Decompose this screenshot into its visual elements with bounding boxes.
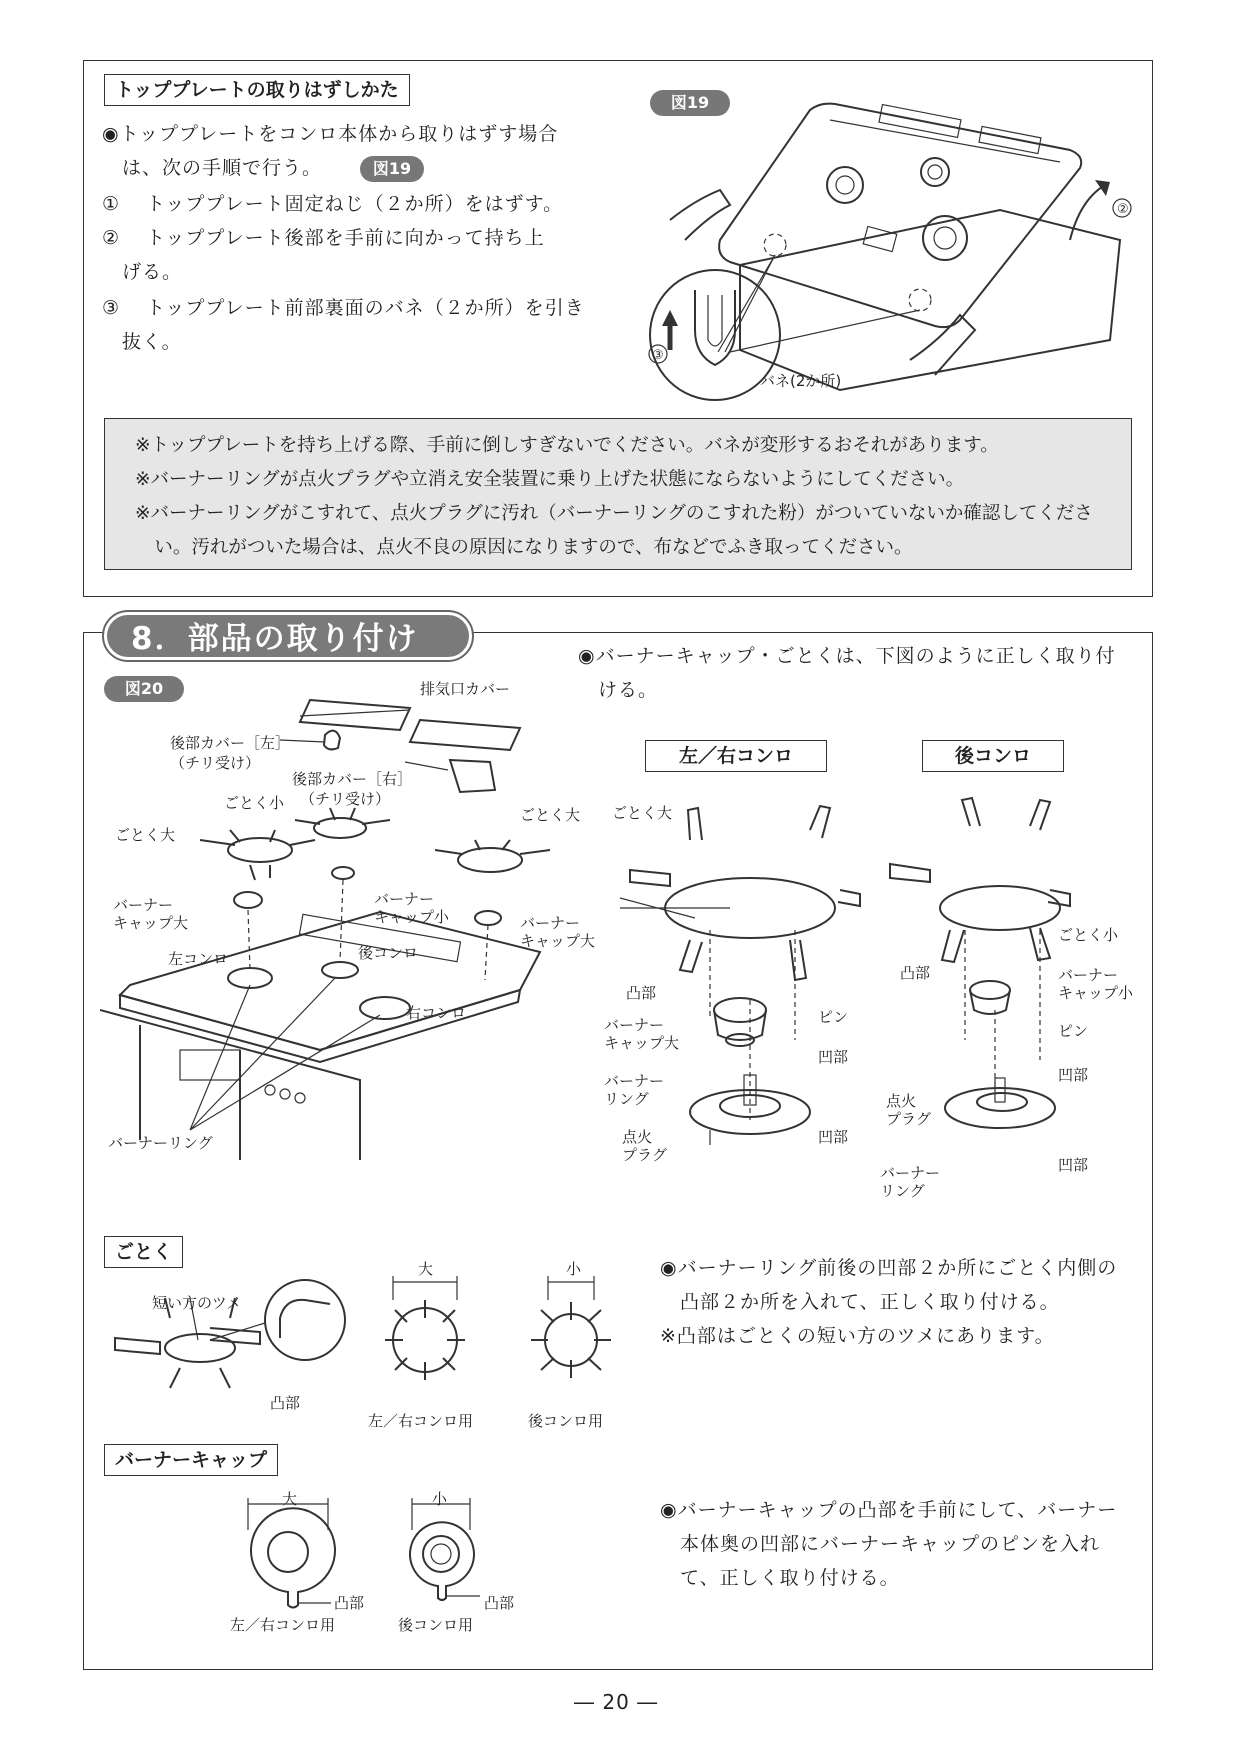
fig20-left-stove: 左コンロ <box>168 950 229 968</box>
fig19-ref-badge: 図19 <box>360 156 424 182</box>
cap-size-large-label: 大 <box>282 1490 298 1508</box>
installation-intro-line2: ける。 <box>598 679 659 701</box>
step-2-text-cont: げる。 <box>122 261 183 283</box>
fig20-rear-cover-left-sub: （チリ受け） <box>170 754 261 772</box>
topplate-removal-heading: トッププレートの取りはずしかた <box>104 74 410 106</box>
cap-lr-use-label: 左／右コンロ用 <box>230 1616 336 1634</box>
fig20-rear-stove: 後コンロ <box>358 944 419 962</box>
gotoku-size-small-label: 小 <box>566 1260 582 1278</box>
fig19-mark-3: ③ <box>652 348 664 363</box>
cap-convex-large-label: 凸部 <box>334 1594 365 1612</box>
lr-cap-label-1: バーナー <box>604 1016 665 1034</box>
lr-convex-label: 凸部 <box>626 984 657 1002</box>
gotoku-short-claw-label: 短い方のツメ <box>152 1294 242 1312</box>
cap-desc-line1: ◉バーナーキャップの凸部を手前にして、バーナー <box>660 1499 1118 1521</box>
fig20-cap-large-left-1: バーナー <box>113 896 174 914</box>
rear-plug-label-1: 点火 <box>886 1092 917 1110</box>
fig19-mark-2: ② <box>1117 202 1129 217</box>
rear-pin-label: ピン <box>1058 1022 1089 1040</box>
gotoku-lr-use-label: 左／右コンロ用 <box>368 1412 474 1430</box>
cap-desc-line3: て、正しく取り付ける。 <box>680 1567 900 1589</box>
caution-notes <box>104 418 1132 570</box>
cap-size-small-label: 小 <box>432 1490 448 1508</box>
fig20-right-stove: 右コンロ <box>406 1004 467 1022</box>
rear-gotoku-label: ごとく小 <box>1058 926 1119 944</box>
caution-note-1: ※トッププレートを持ち上げる際、手前に倒しすぎないでください。バネが変形するおそれがあります。 <box>135 435 999 456</box>
fig20-rear-cover-right: 後部カバー［右］ <box>292 770 413 788</box>
gotoku-desc-line2: 凸部２か所を入れて、正しく取り付ける。 <box>680 1291 1060 1313</box>
fig19-illustration <box>640 90 1140 410</box>
step-3-text-cont: 抜く。 <box>122 331 182 353</box>
installation-intro-line1: ◉バーナーキャップ・ごとくは、下図のように正しく取り付 <box>578 645 1116 667</box>
rear-cap-label-2: キャップ小 <box>1058 984 1134 1002</box>
rear-ring-label-1: バーナー <box>880 1164 941 1182</box>
fig20-rear-cover-right-sub: （チリ受け） <box>300 790 391 808</box>
fig20-gotoku-large-right: ごとく大 <box>520 806 581 824</box>
rear-plug-label-2: プラグ <box>886 1110 932 1128</box>
lr-concave-label-1: 凹部 <box>818 1048 849 1066</box>
cap-convex-small-label: 凸部 <box>484 1594 515 1612</box>
step-1-text: トッププレート固定ねじ（２か所）をはずす。 <box>146 193 564 215</box>
fig19-label: 図19 <box>650 90 730 116</box>
burner-cap-heading: バーナーキャップ <box>104 1444 278 1476</box>
fig20-gotoku-small: ごとく小 <box>224 794 285 812</box>
gotoku-desc-line3: ※凸部はごとくの短い方のツメにあります。 <box>660 1325 1055 1347</box>
cap-rear-use-label: 後コンロ用 <box>398 1616 474 1634</box>
rear-stove-heading: 後コンロ <box>922 740 1064 772</box>
fig20-cap-large-left-2: キャップ大 <box>113 914 189 932</box>
rear-cap-label-1: バーナー <box>1058 966 1119 984</box>
lr-stove-heading: 左／右コンロ <box>645 740 827 772</box>
fig20-cap-small-2: キャップ小 <box>374 908 450 926</box>
lr-cap-label-2: キャップ大 <box>604 1034 680 1052</box>
gotoku-heading: ごとく <box>104 1236 183 1268</box>
lr-pin-label: ピン <box>818 1008 849 1026</box>
caution-note-2: ※バーナーリングが点火プラグや立消え安全装置に乗り上げた状態にならないようにしてください。 <box>135 469 965 490</box>
gotoku-size-large-icon <box>365 1260 485 1400</box>
step-1-number: ① <box>102 193 121 215</box>
parts-installation-title: 8．部品の取り付け <box>104 612 472 660</box>
rear-concave-label-2: 凹部 <box>1058 1156 1089 1174</box>
rear-concave-label-1: 凹部 <box>1058 1066 1089 1084</box>
gotoku-size-large-label: 大 <box>418 1260 434 1278</box>
lr-concave-label-2: 凹部 <box>818 1128 849 1146</box>
rear-convex-label: 凸部 <box>900 964 931 982</box>
fig20-rear-cover-left: 後部カバー［左］ <box>170 734 291 752</box>
fig20-exhaust-cover: 排気口カバー <box>420 680 511 698</box>
lr-ring-label-1: バーナー <box>604 1072 665 1090</box>
fig20-gotoku-large-left: ごとく大 <box>115 826 176 844</box>
step-2-text: トッププレート後部を手前に向かって持ち上 <box>146 227 545 249</box>
lr-ring-label-2: リング <box>604 1090 649 1108</box>
gotoku-rear-use-label: 後コンロ用 <box>528 1412 604 1430</box>
lr-plug-label-2: プラグ <box>622 1146 668 1164</box>
cap-desc-line2: 本体奥の凹部にバーナーキャップのピンを入れ <box>680 1533 1101 1555</box>
rear-ring-label-2: リング <box>880 1182 925 1200</box>
lr-gotoku-label: ごとく大 <box>612 804 673 822</box>
fig20-cap-large-right-2: キャップ大 <box>520 932 596 950</box>
page-number: ― 20 ― <box>574 1690 659 1714</box>
fig20-cap-large-right-1: バーナー <box>520 914 581 932</box>
step-2-number: ② <box>102 227 121 249</box>
fig20-cap-small-1: バーナー <box>374 890 435 908</box>
fig20-burner-ring: バーナーリング <box>108 1134 213 1152</box>
step-3-number: ③ <box>102 297 121 319</box>
lr-plug-label-1: 点火 <box>622 1128 653 1146</box>
fig19-spring-label: バネ(2か所) <box>760 372 842 390</box>
removal-intro-line1: ◉トッププレートをコンロ本体から取りはずす場合 <box>102 123 559 145</box>
removal-intro-line2: は、次の手順で行う。 <box>122 157 323 179</box>
caution-note-3: ※バーナーリングがこすれて、点火プラグに汚れ（バーナーリングのこすれた粉）がついていないか確認してください。汚れがついた場合は、点火不良の原因になりますので、布などでふき取ってください。 <box>135 503 1093 558</box>
fig20-label: 図20 <box>104 676 184 702</box>
step-3-text: トッププレート前部裏面のバネ（２か所）を引き <box>146 297 585 319</box>
gotoku-size-small-icon <box>516 1260 626 1400</box>
cap-large-icon <box>236 1490 346 1620</box>
gotoku-desc-line1: ◉バーナーリング前後の凹部２か所にごとく内側の <box>660 1257 1118 1279</box>
gotoku-convex-label: 凸部 <box>270 1394 301 1412</box>
